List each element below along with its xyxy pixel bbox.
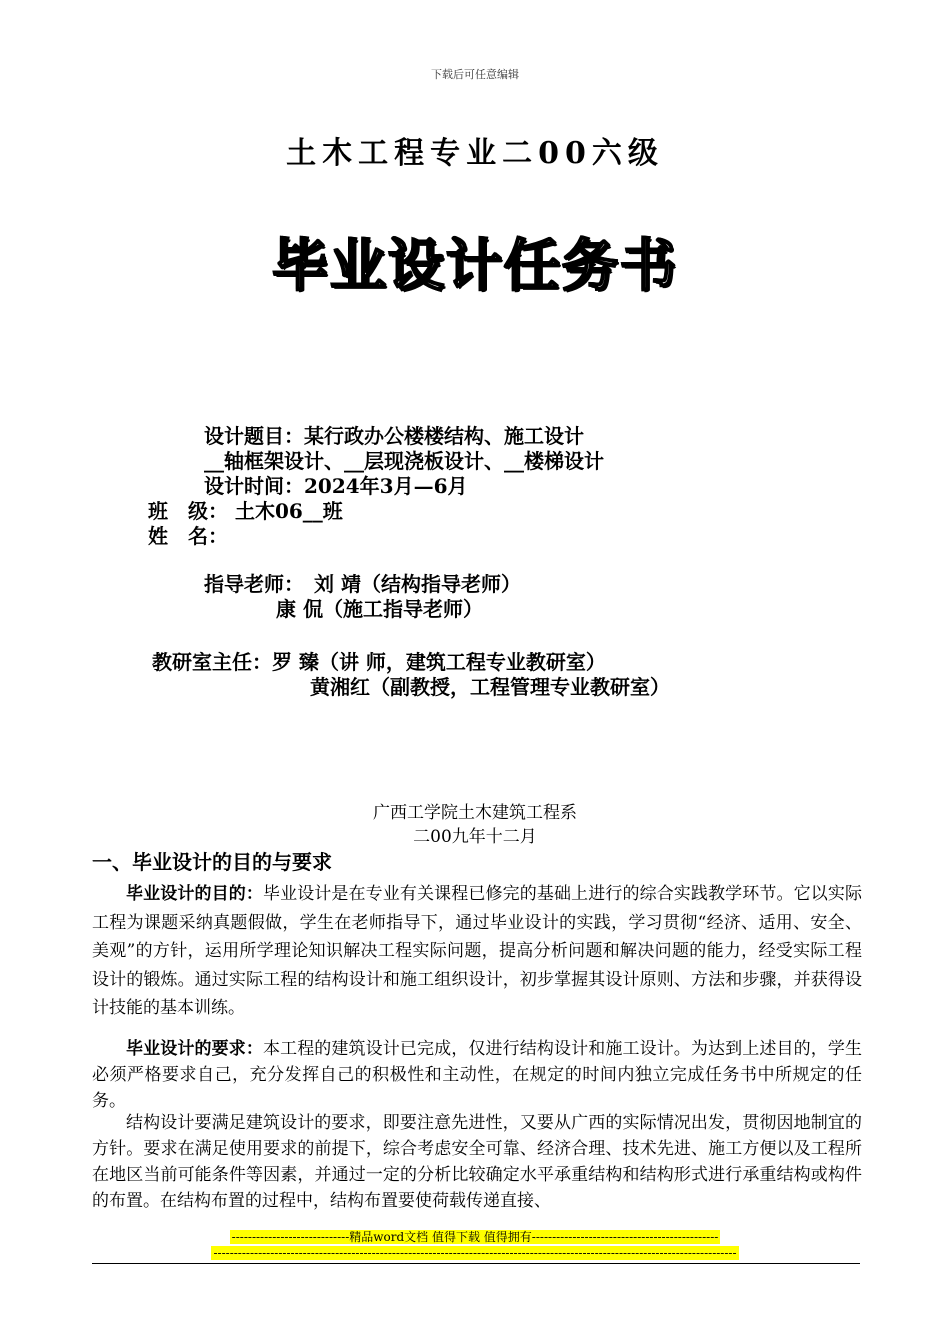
promo-banner-1-text: -----------------------------精品word文档 值得下载 值得拥有---------------------------------------------- (231, 1230, 719, 1244)
director-1: 教研室主任：罗 臻（讲 师，建筑工程专业教研室） (152, 650, 606, 674)
paragraph-requirement (92, 1036, 862, 1114)
issue-date: 二00九年十二月 (413, 827, 537, 847)
header-note: 下载后可任意编辑 (431, 68, 519, 81)
paragraph-structure (92, 1110, 862, 1214)
promo-banner-1 (0, 1229, 950, 1245)
class-field: 班 级： 土木06__班 (148, 499, 343, 523)
purpose-lead: 毕业设计的目的： (126, 884, 263, 904)
advisor-structure: 指导老师： 刘 靖（结构指导老师） (204, 572, 521, 596)
director-2: 黄湘红（副教授，工程管理专业教研室） (310, 675, 670, 699)
main-title: 毕业设计任务书 (272, 234, 678, 299)
design-time: 设计时间：2024年3月—6月 (204, 474, 468, 498)
design-topic-sub: __轴框架设计、__层现浇板设计、__楼梯设计 (204, 449, 604, 473)
paragraph-purpose (92, 880, 862, 1023)
design-topic: 设计题目：某行政办公楼楼结构、施工设计 (204, 424, 584, 448)
requirement-lead: 毕业设计的要求： (126, 1039, 263, 1059)
major-title: 土木工程专业二00六级 (286, 136, 664, 171)
footer-rule (92, 1263, 860, 1264)
purpose-text: 毕业设计是在专业有关课程已修完的基础上进行的综合实践教学环节。它以实际工程为课题采纳真题假做，学生在老师指导下，通过毕业设计的实践，学习贯彻“经济、适用、安全、美观”的方针，运用所学理论知识解决工程实际问题，提高分析问题和解决问题的能力，经受实际工程设计的锻炼。通过实际工程的结构设计和施工组织设计，初步掌握其设计原则、方法和步骤，并获得设计技能的基本训练。 (92, 884, 862, 1018)
name-field: 姓 名： (148, 524, 228, 548)
advisor-construction: 康 侃（施工指导老师） (276, 597, 483, 621)
promo-banner-2-text: --------------------------------------------------------------------------------------------------------------------------------- (213, 1246, 737, 1260)
section-heading: 一、毕业设计的目的与要求 (92, 850, 332, 874)
structure-text: 结构设计要满足建筑设计的要求，即要注意先进性，又要从广西的实际情况出发，贯彻因地制宜的方针。要求在满足使用要求的前提下，综合考虑安全可靠、经济合理、技术先进、施工方便以及工程所在地区当前可能条件等因素，并通过一定的分析比较确定水平承重结构和结构形式进行承重结构或构件的布置。在结构布置的过程中，结构布置要使荷载传递直接、 (92, 1113, 862, 1211)
promo-banner-2 (0, 1245, 950, 1261)
institution: 广西工学院土木建筑工程系 (373, 803, 577, 823)
requirement-text: 本工程的建筑设计已完成，仅进行结构设计和施工设计。为达到上述目的，学生必须严格要求自己，充分发挥自己的积极性和主动性，在规定的时间内独立完成任务书中所规定的任务。 (92, 1039, 862, 1111)
